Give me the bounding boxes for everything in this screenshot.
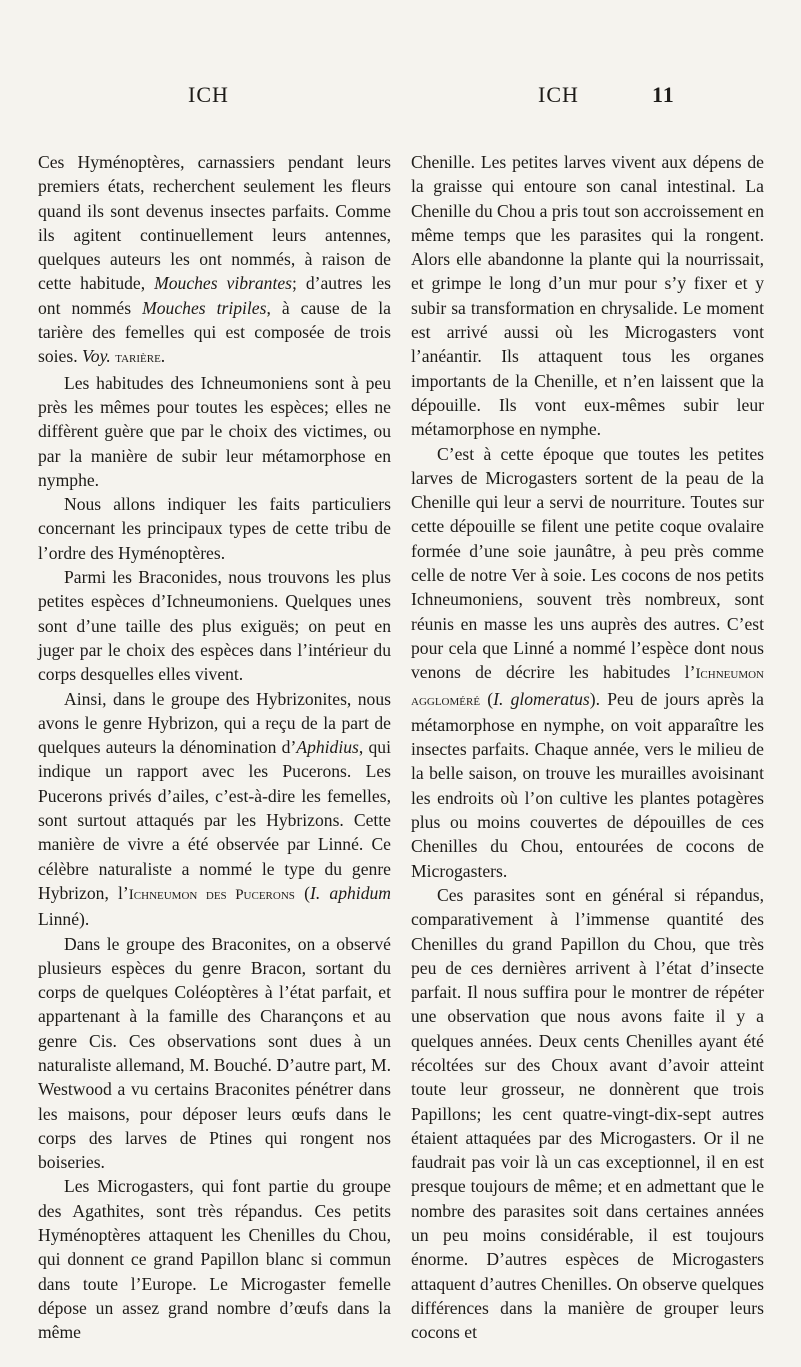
text-run: Les habitudes des Ichneumoniens sont à peu près les mêmes pour toutes les espèces; elles ne diffèrent guère que par le choix des victimes, ou par la manière de subir leur métamorphose en nymphe. bbox=[38, 372, 391, 490]
paragraph bbox=[38, 932, 391, 1175]
text-run: Ces parasites sont en général si répandus, comparativement à l’immense quantité des Chenilles du grand Papillon du Chou, que très peu de ces dernières arrivent à l’état d’insecte parfait. Il nous suffira pour le montrer de répéter une observation que nous avons faite il y a quelques années. Deux cents Chenilles ayant été récoltées sur des Choux avant d’avoir atteint toute leur grosseur, ne donnèrent que trois Papillons; les cent quatre-vingt-dix-sept autres étaient attaquées par des Microgasters. Or il ne faudrait pas voir là un cas exceptionnel, il en est presque toujours de même; et en admettant que le nombre des parasites soit dans certaines années un peu moins considérable, il est toujours énorme. D’autres espèces de Microgasters attaquent d’autres Chenilles. On observe quelques différences dans la manière de grouper leurs cocons et bbox=[411, 884, 764, 1343]
italic-run: I. glomeratus bbox=[493, 688, 590, 709]
text-run: Les Microgasters, qui font partie du groupe des Agathites, sont très répandus. Ces petits Hyménoptères attaquent les Chenilles du Chou, qui donnent ce grand Papillon blanc si commun dans toute l’Europe. Le Microgaster femelle dépose un assez grand nombre d’œufs dans la même bbox=[38, 1176, 391, 1343]
paragraph bbox=[38, 150, 391, 371]
small-caps-run: tarière bbox=[115, 350, 161, 367]
italic-run: Aphidius bbox=[296, 737, 359, 758]
paragraph bbox=[38, 1174, 391, 1344]
italic-run: Voy. bbox=[81, 346, 111, 367]
right-running-head: ICH bbox=[538, 82, 579, 107]
text-run: , qui indique un rapport avec les Pucerons. Les Pucerons privés d’ailes, c’est-à-dire les femelles, sont surtout attaqués par les Hybrizons. Cette manière de vivre a été observée par Linné. Ce célèbre naturaliste a nommé le type du genre Hybrizon, l’ bbox=[38, 737, 391, 903]
paragraph bbox=[411, 150, 764, 442]
text-run: ). Peu de jours après la métamorphose en nymphe, on voit apparaître les insectes parfaits. Chaque année, vers le milieu de la belle saison, on trouve les murailles avoisinant les endroits où l’on cultive les plantes potagères plus ou moins couvertes de dépouilles de ces Chenilles du Chou, entourées de cocons de Microgasters. bbox=[411, 688, 764, 881]
running-header bbox=[0, 82, 801, 122]
italic-run: Mouches tripiles bbox=[142, 297, 267, 318]
small-caps-run: Ichneumon des Pucerons bbox=[128, 886, 295, 903]
paragraph bbox=[411, 883, 764, 1345]
text-run: ( bbox=[480, 688, 494, 709]
paragraph bbox=[38, 371, 391, 492]
text-run: Ces Hyménoptères, carnassiers pendant leurs premiers états, recherchent seulement les fleurs quand ils sont devenus insectes parfaits. Comme ils agitent continuellement leurs antennes, quelques auteurs les ont nommés, à raison de cette habitude, bbox=[38, 152, 391, 294]
paragraph bbox=[411, 442, 764, 883]
text-run: Chenille. Les petites larves vivent aux dépens de la graisse qui entoure son canal intestinal. La Chenille du Chou a pris tout son accroissement en même temps que les parasites qui la rongent. Alors elle abandonne la plante qui la nourrissait, et grimpe le long d’un mur pour s’y fixer et y subir sa transformation en chrysalide. Le moment est arrivé aussi où les Microgasters vont l’anéantir. Ils attaquent tous les organes importants de la Chenille, et n’en laissent que la dépouille. Ils vont eux-mêmes subir leur métamorphose en nymphe. bbox=[411, 152, 764, 440]
text-run: C’est à cette époque que toutes les petites larves de Microgasters sortent de la peau de la Chenille qui leur a servi de nourriture. Toutes sur cette dépouille se filent une petite coque ovalaire formée d’une soie jaunâtre, à peu près comme celle de notre Ver à soie. Les cocons de nos petits Ichneumoniens, souvent très nombreux, sont réunis en masse les uns auprès des autres. C’est pour cela que Linné a nommé l’espèce dont nous venons de décrire les habitudes l’ bbox=[411, 443, 764, 683]
page-number: 11 bbox=[652, 82, 675, 107]
text-run: . bbox=[160, 346, 166, 367]
text-run: Nous allons indiquer les faits particuliers concernant les principaux types de cette tribu de l’ordre des Hyménoptères. bbox=[38, 494, 391, 563]
text-run: , à cause de la tarière des femelles qui est composée de trois soies. bbox=[38, 297, 391, 367]
paragraph bbox=[38, 492, 391, 565]
italic-run: I. aphidum bbox=[309, 882, 391, 903]
text-run: ; d’autres les ont nommés bbox=[38, 273, 391, 318]
small-caps-run: Ichneumon aggloméré bbox=[411, 666, 764, 709]
text-run: Parmi les Braconides, nous trouvons les plus petites espèces d’Ichneumoniens. Quelques unes sont d’une taille des plus exiguës; on peut en juger par le choix des espèces dans l’intérieur du corps desquelles elles vivent. bbox=[38, 567, 391, 685]
text-run: Ainsi, dans le groupe des Hybrizonites, nous avons le genre Hybrizon, qui a reçu de la part de quelques auteurs la dénomination d’ bbox=[38, 688, 391, 758]
right-text-column bbox=[411, 150, 764, 1345]
left-running-head: ICH bbox=[188, 82, 229, 107]
italic-run: Mouches vibrantes bbox=[154, 273, 293, 294]
left-text-column bbox=[38, 150, 391, 1345]
text-run: Linné). bbox=[38, 909, 90, 930]
paragraph bbox=[38, 565, 391, 686]
paragraph bbox=[38, 687, 391, 932]
text-run: Dans le groupe des Braconites, on a observé plusieurs espèces du genre Bracon, sortant du corps de quelques Coléoptères à l’état parfait, et appartenant à la famille des Charançons et au genre Cis. Ces observations sont dues à un naturaliste allemand, M. Bouché. D’autre part, M. Westwood a vu certains Braconites pénétrer dans les maisons, pour déposer leurs œufs dans le corps des larves de Ptines qui rongent nos boiseries. bbox=[38, 933, 391, 1173]
text-run: ( bbox=[294, 882, 310, 903]
